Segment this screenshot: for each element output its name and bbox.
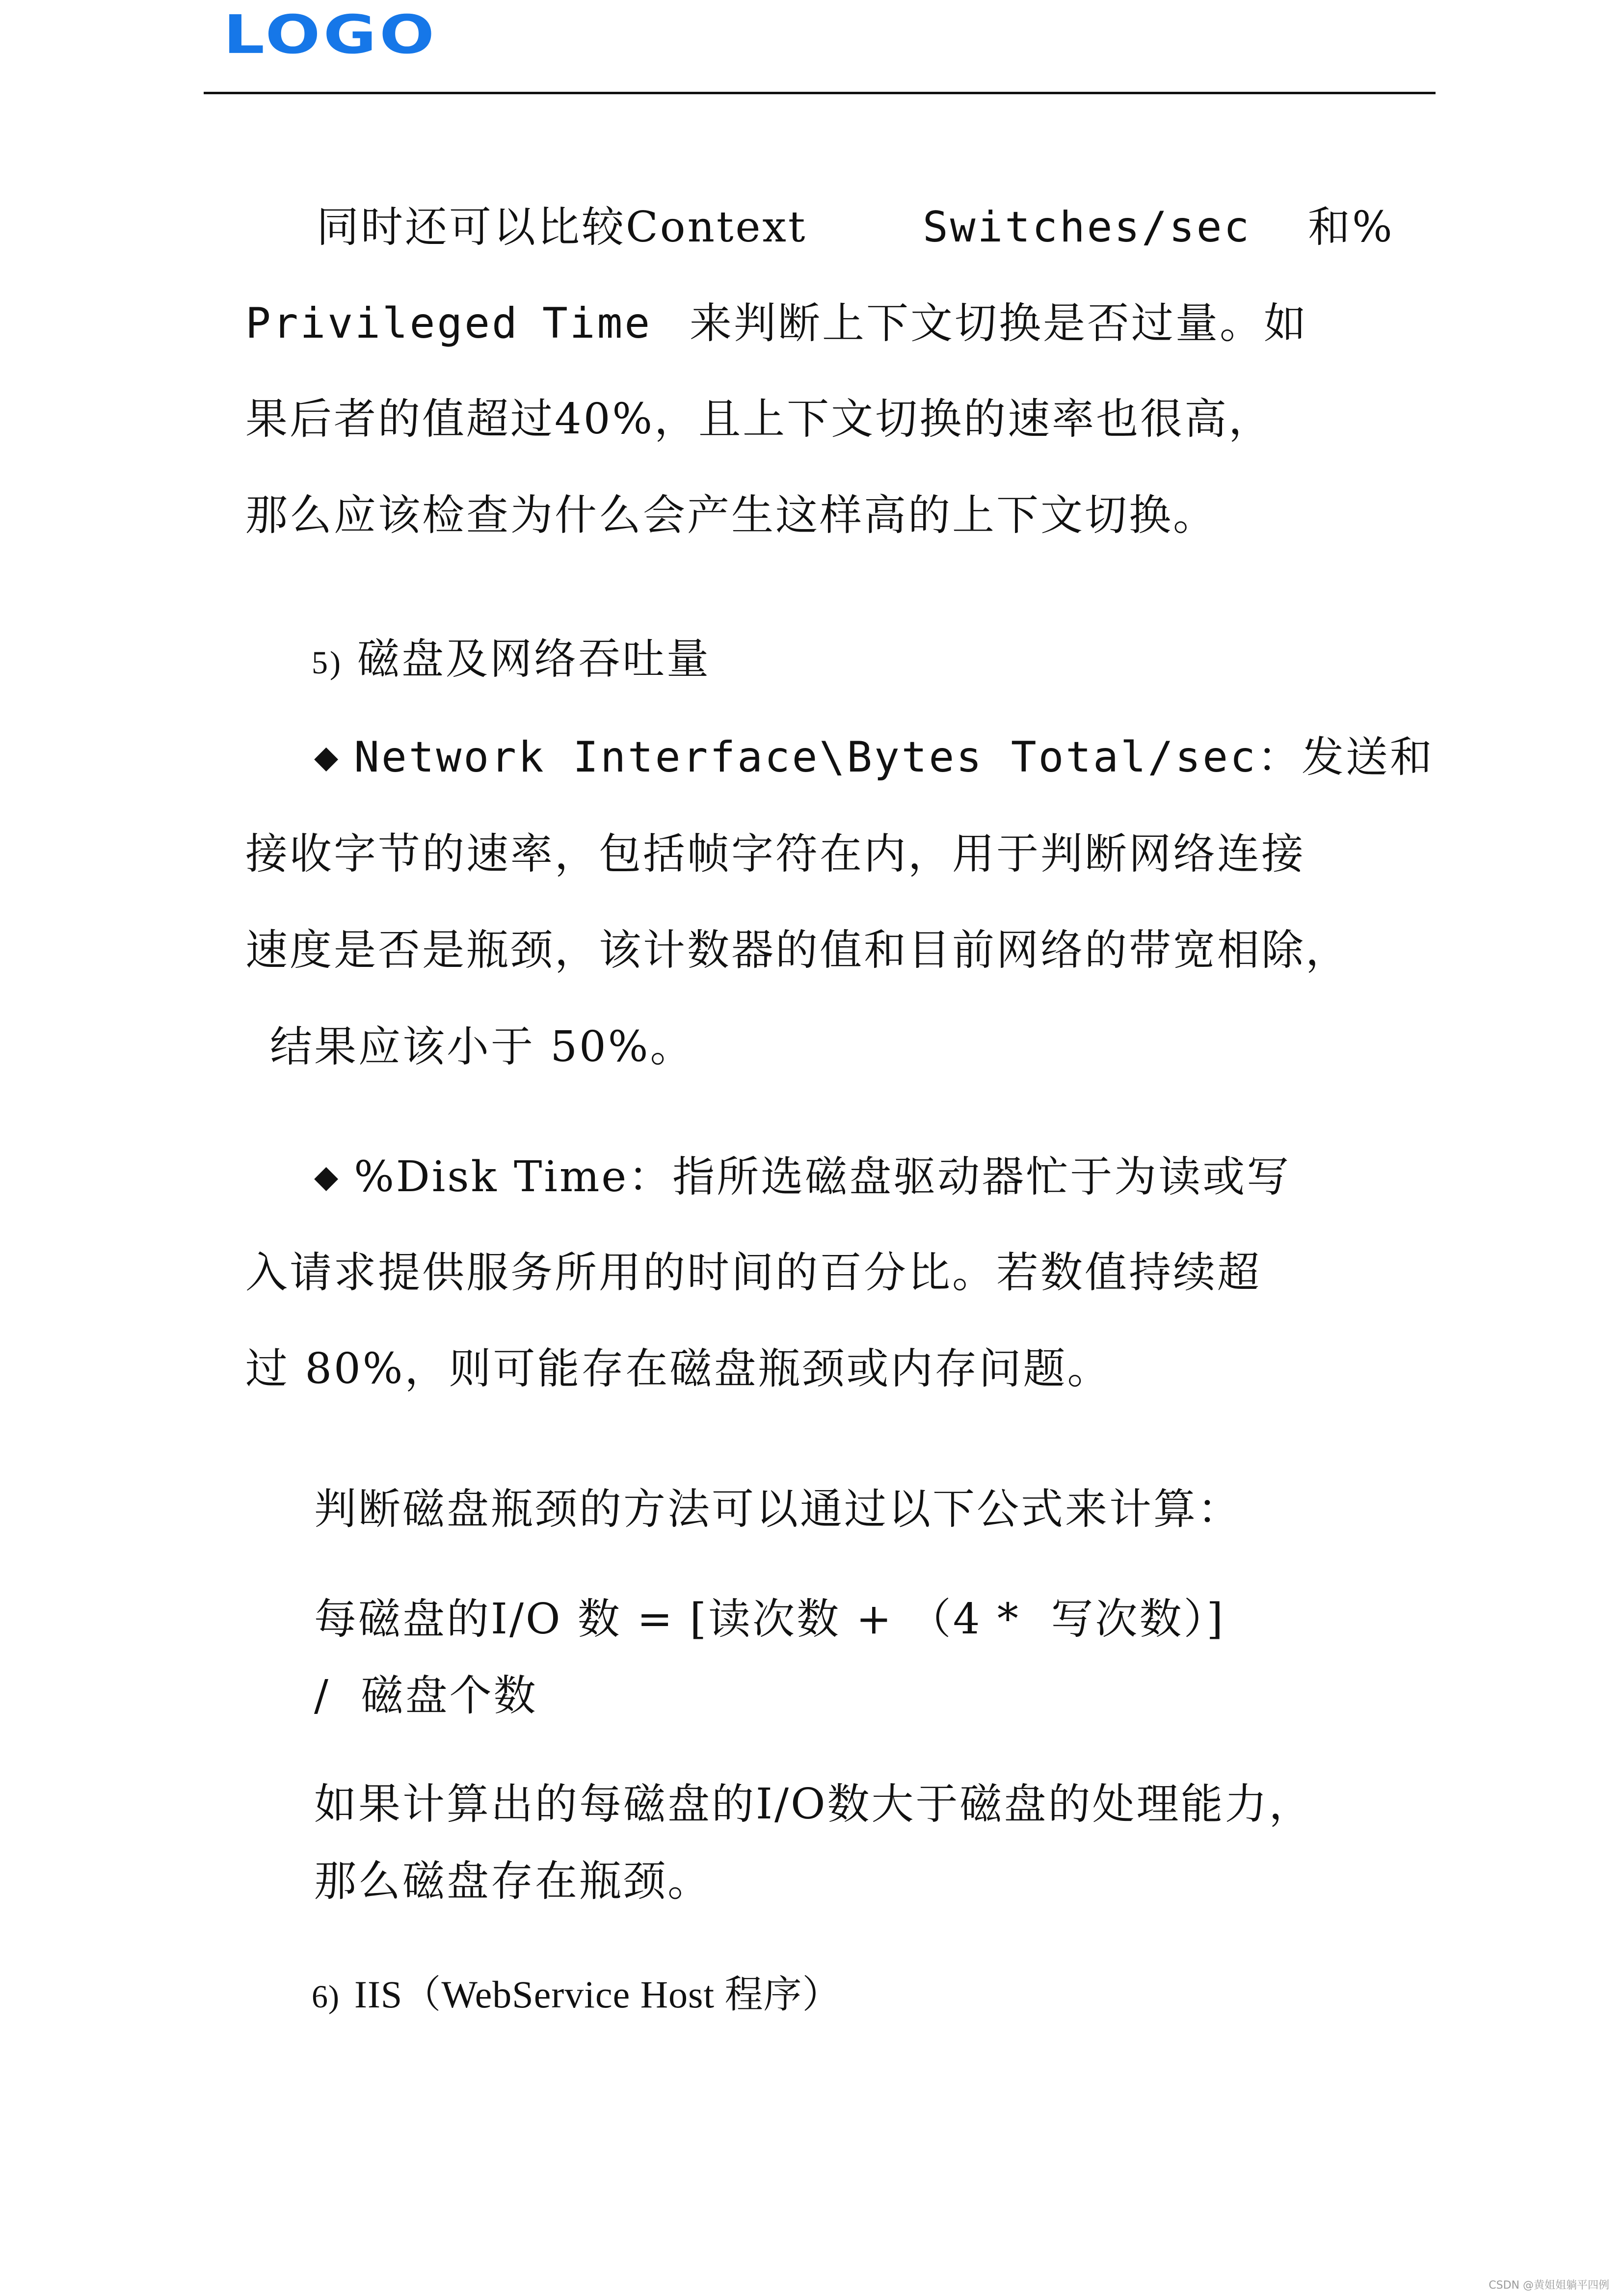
diamond-bullet-icon: ◆	[314, 739, 341, 775]
diamond-bullet-icon: ◆	[314, 1159, 341, 1195]
paragraph-1-line-3: 果后者的值超过40%，且上下文切换的速率也很高，	[245, 395, 1273, 444]
section-6-title: IIS（WebService Host 程序）	[354, 1973, 841, 2016]
bullet-network-line-4: 结果应该小于 50%。	[270, 1022, 694, 1071]
bullet-disk-line-3: 过 80%，则可能存在磁盘瓶颈或内存问题。	[245, 1344, 1112, 1393]
bullet-disk-line-2: 入请求提供服务所用的时间的百分比。若数值持续超	[245, 1248, 1261, 1297]
logo-text: LOGO	[223, 3, 438, 66]
bullet-network-line-1	[314, 733, 1434, 782]
bullet-disk-line-1-text: %Disk Time：指所选磁盘驱动器忙于为读或写	[354, 1152, 1291, 1201]
header-divider	[204, 92, 1436, 94]
paragraph-1-line-1c: 和%	[1308, 203, 1394, 252]
paragraph-1-line-2a: Privileged	[245, 299, 519, 348]
bullet-network-line-2: 接收字节的速率，包括帧字符在内，用于判断网络连接	[245, 829, 1305, 879]
formula-line-2: / 磁盘个数	[314, 1671, 538, 1720]
paragraph-1-line-1a: 同时还可以比较Context	[317, 203, 807, 252]
formula-intro: 判断磁盘瓶颈的方法可以通过以下公式来计算：	[314, 1485, 1242, 1534]
bullet-network-line-3: 速度是否是瓶颈，该计数器的值和目前网络的带宽相除，	[245, 926, 1350, 975]
section-6-number: 6)	[312, 1979, 340, 2015]
paragraph-1-line-2c: 来判断上下文切换是否过量。如	[690, 299, 1308, 348]
paragraph-1-line-2b: Time	[542, 299, 652, 348]
watermark: CSDN @黄姐姐躺平四例	[1489, 2279, 1609, 2292]
formula-conclusion-line-2: 那么磁盘存在瓶颈。	[314, 1857, 712, 1906]
paragraph-1-line-4: 那么应该检查为什么会产生这样高的上下文切换。	[245, 491, 1217, 540]
paragraph-1-line-1b: Switches/sec	[923, 203, 1251, 252]
logo	[223, 3, 437, 67]
bullet-network-line-1-text: Network Interface\Bytes Total/sec：发送和	[354, 733, 1434, 782]
section-5-number: 5)	[312, 645, 343, 681]
formula-conclusion-line-1: 如果计算出的每磁盘的I/O数大于磁盘的处理能力，	[314, 1780, 1313, 1829]
bullet-disk-line-1	[314, 1152, 1291, 1201]
section-6-heading	[312, 1973, 841, 2016]
section-5-heading	[312, 635, 711, 684]
section-5-title: 磁盘及网络吞吐量	[357, 635, 711, 684]
formula-line-1: 每磁盘的I/O 数 = [读次数 + （4 * 写次数）]	[314, 1595, 1225, 1644]
page-header	[0, 0, 1624, 98]
